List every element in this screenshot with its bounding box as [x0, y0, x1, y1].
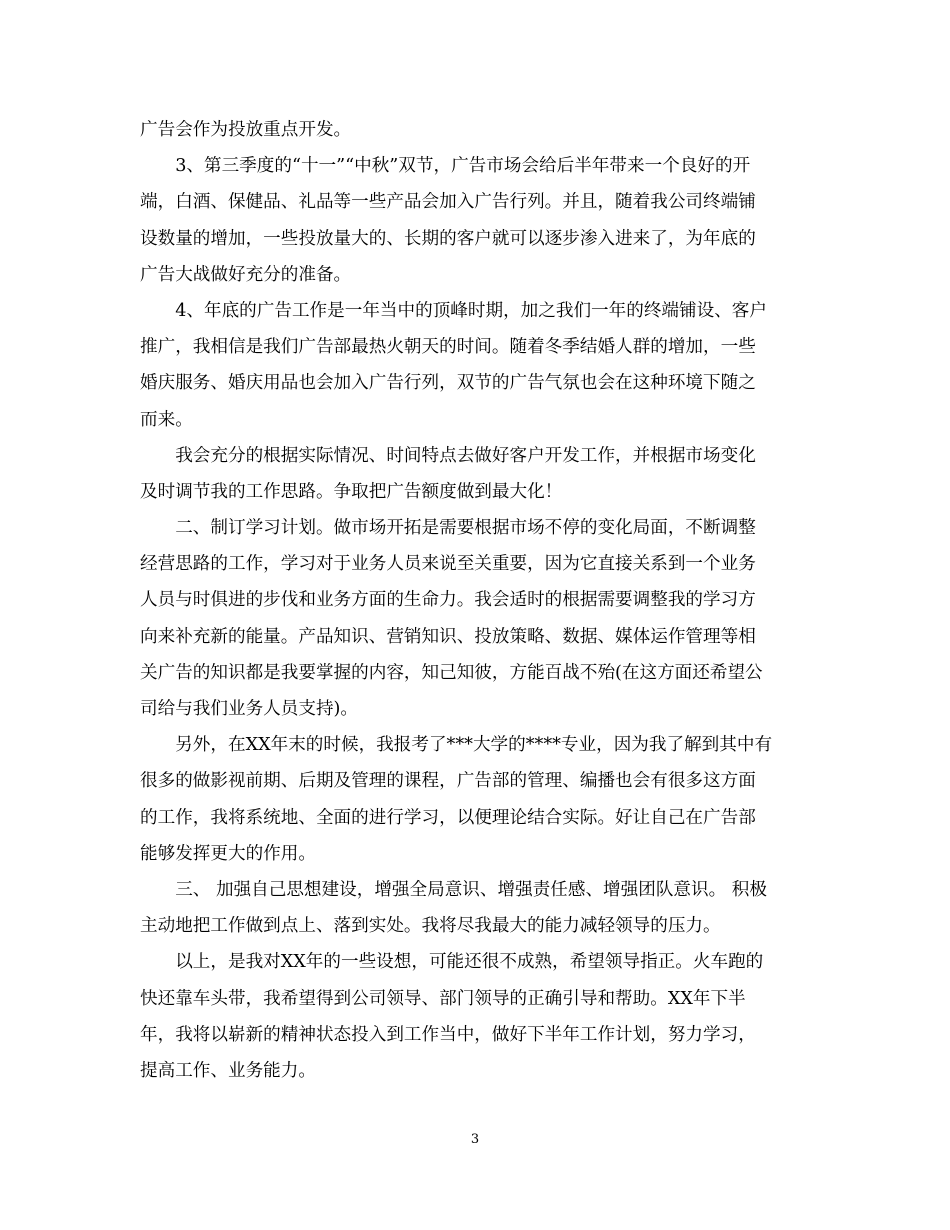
- text-line: 快还靠车头带，我希望得到公司领导、部门领导的正确引导和帮助。XX年下半: [140, 988, 746, 1009]
- text-line: 以上，是我对XX年的一些设想，可能还很不成熟，希望领导指正。火车跑的: [140, 952, 764, 973]
- text-line: 设数量的增加，一些投放量大的、长期的客户就可以逐步渗入进来了，为年底的: [140, 228, 756, 249]
- text-line: 能够发挥更大的作用。: [140, 843, 316, 864]
- text-line: 3、第三季度的“十一”“中秋”双节，广告市场会给后半年带来一个良好的开: [140, 156, 751, 177]
- text-line: 三、 加强自己思想建设，增强全局意识、增强责任感、增强团队意识。 积极: [140, 879, 767, 900]
- text-line: 关广告的知识都是我要掌握的内容，知己知彼，方能百战不殆(在这方面还希望公: [140, 662, 763, 683]
- text-line: 主动地把工作做到点上、落到实处。我将尽我最大的能力减轻领导的压力。: [140, 916, 721, 937]
- text-line: 推广，我相信是我们广告部最热火朝天的时间。随着冬季结婚人群的增加，一些: [140, 337, 756, 358]
- text-line: 年，我将以崭新的精神状态投入到工作当中，做好下半年工作计划，努力学习，: [140, 1024, 756, 1045]
- text-line: 提高工作、业务能力。: [140, 1060, 316, 1081]
- text-line: 而来。: [140, 409, 193, 430]
- text-line: 广告大战做好充分的准备。: [140, 264, 352, 285]
- text-line: 端，白酒、保健品、礼品等一些产品会加入广告行列。并且，随着我公司终端铺: [140, 192, 756, 213]
- text-line: 我会充分的根据实际情况、时间特点去做好客户开发工作，并根据市场变化: [140, 445, 756, 466]
- page-number: 3: [470, 1132, 480, 1147]
- text-line: 及时调节我的工作思路。争取把广告额度做到最大化！: [140, 481, 563, 502]
- text-line: 另外，在XX年末的时候，我报考了***大学的****专业，因为我了解到其中有: [140, 735, 773, 756]
- text-line: 4、年底的广告工作是一年当中的顶峰时期，加之我们一年的终端铺设、客户: [140, 300, 767, 321]
- body-text: [140, 112, 812, 1089]
- text-line: 的工作，我将系统地、全面的进行学习，以便理论结合实际。好让自己在广告部: [140, 807, 756, 828]
- text-line: 人员与时俱进的步伐和业务方面的生命力。我会适时的根据需要调整我的学习方: [140, 590, 756, 611]
- text-line: 司给与我们业务人员支持)。: [140, 699, 358, 719]
- text-line: 广告会作为投放重点开发。: [140, 120, 352, 140]
- text-line: 经营思路的工作，学习对于业务人员来说至关重要，因为它直接关系到一个业务: [140, 554, 756, 575]
- text-line: 很多的做影视前期、后期及管理的课程，广告部的管理、编播也会有很多这方面: [140, 771, 756, 792]
- text-line: 婚庆服务、婚庆用品也会加入广告行列，双节的广告气氛也会在这种环境下随之: [140, 373, 756, 394]
- text-line: 向来补充新的能量。产品知识、营销知识、投放策略、数据、媒体运作管理等相: [140, 626, 756, 647]
- text-line: 二、制订学习计划。做市场开拓是需要根据市场不停的变化局面，不断调整: [140, 518, 756, 539]
